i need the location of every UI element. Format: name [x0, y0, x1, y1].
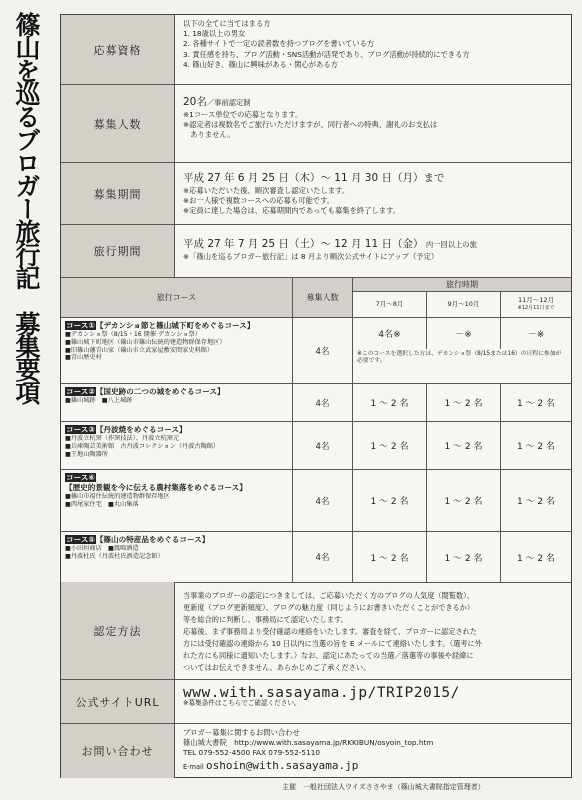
- course-slot-sep-oct: 1 ～ 2 名: [427, 422, 501, 469]
- qualification-line: 1. 18歳以上の男女: [183, 29, 246, 39]
- contact-line: TEL 079-552-4500 FAX 079-552-5110: [183, 748, 320, 758]
- application-period-note: ※お一人様で複数コースへの応募も可能です。: [183, 196, 335, 206]
- organizer-footer: 主催 一般社団法人ウイズささやま（篠山城大書院指定管理者）: [282, 783, 485, 791]
- course-slot-nov-dec: 1 ～ 2 名: [516, 553, 556, 564]
- course-capacity: 4名: [293, 318, 353, 383]
- qualification-line: 3. 責任感を持ち、ブログ活動・SNS活動が活発であり、ブログ活動が持続的にできる方: [183, 49, 470, 59]
- application-period-label: 募集期間: [61, 163, 175, 224]
- course-row: [61, 422, 571, 470]
- course-slot-sep-oct: 1 ～ 2 名: [427, 384, 501, 421]
- period-col-note: ※12月11日まで: [517, 304, 555, 311]
- course-capacity: 4名: [293, 532, 353, 582]
- official-site-note: ※募集条件はこちらでご確認ください。: [183, 699, 301, 708]
- course-spot: ■王地山陶器所: [65, 450, 108, 458]
- application-period-row: [61, 163, 571, 225]
- recruits-count: 20名: [183, 96, 207, 108]
- certification-line: 方には受付確認の連絡から 10 日以内に当選の旨を E メールにて連絡いたします。（選考に外: [183, 639, 482, 648]
- course-number: コース④: [66, 473, 95, 482]
- course-slot-jul-aug: 1 ～ 2 名: [353, 532, 427, 582]
- application-period-note: ※定員に達した場合は、応募期間内であっても募集を終了します。: [183, 206, 401, 216]
- course-spot: ■小田垣商店 ■鳳鳴酒造: [65, 545, 139, 552]
- course-table: [61, 278, 571, 583]
- course-row: [61, 384, 571, 422]
- email-link[interactable]: oshoin@with.sasayama.jp: [206, 758, 359, 772]
- contact-text: [183, 728, 565, 772]
- course-capacity: 4名: [293, 470, 353, 531]
- period-col-label: 11月～12月: [517, 296, 555, 304]
- certification-line: 応募後、まず事務局より受付確認の連絡をいたします。審査を経て、ブロガーに認定された: [183, 627, 477, 636]
- course-spot: ■西尾家住宅 ■丸山集落: [65, 500, 139, 508]
- certification-text: [183, 590, 565, 674]
- qualification-label: 応募資格: [61, 15, 175, 84]
- course-note: ※このコースを選択した方は、デカンショ祭（8/15または16）の日程に参加が必要です。: [357, 351, 562, 364]
- course-spot: ■青山歴史村: [65, 354, 102, 362]
- certification-line: れた方にも同様に通知いたします。）なお、認定にあたっての当選／落選等の事後や経緯に: [183, 651, 474, 660]
- certification-line: 等を総合的に判断し、事務局にて認定いたします。: [183, 615, 348, 624]
- course-slot-nov-dec: 1 ～ 2 名: [516, 442, 556, 452]
- official-site-row: [61, 680, 571, 724]
- official-site-text: [183, 685, 565, 708]
- recruits-note: ※認定者は複数名でご旅行いただけますが、同行者への特典、謝礼のお支払は: [183, 120, 438, 130]
- recruits-count-note: ／事前認定制: [206, 98, 251, 107]
- period-col-header: 9月～10月: [427, 292, 501, 318]
- certification-label: 認定方法: [61, 582, 175, 679]
- travel-period-note: ※「篠山を巡るブロガー旅行記」は 8 月より順次公式サイトにアップ（予定）: [183, 252, 439, 261]
- capacity-header: 募集人数: [293, 278, 353, 318]
- course-slot-sep-oct: 1 ～ 2 名: [427, 532, 501, 582]
- qualification-text: [183, 19, 565, 70]
- travel-time-header: 旅行時期: [353, 278, 571, 292]
- page-title: 篠山を巡るブロガー旅行記 募集要項: [12, 12, 41, 403]
- course-number: コース③: [66, 425, 95, 434]
- course-slot-jul-aug: 1 ～ 2 名: [353, 470, 427, 531]
- course-spot: ■兵庫陶芸美術館 古丹波コレクション（丹波古陶館）: [65, 442, 220, 450]
- certification-line: ついてはお伝えできません。あらかじめご了承ください。: [183, 663, 371, 672]
- official-site-label: 公式サイトURL: [61, 680, 175, 723]
- course-spot: ■篠山城跡 ■八上城跡: [65, 397, 133, 404]
- email-label: E-mail: [183, 762, 204, 771]
- recruits-label: 募集人数: [61, 85, 175, 162]
- course-row: [61, 318, 571, 384]
- recruits-row: [61, 85, 571, 163]
- travel-period-label: 旅行期間: [61, 225, 175, 277]
- course-spot: ■旧篠山藩青山家（篠山市立武家屋敷安間家史料館）: [65, 346, 214, 354]
- course-slot-sep-oct: 1 ～ 2 名: [427, 470, 501, 531]
- course-name: 【国史跡の二つの城をめぐるコース】: [95, 387, 225, 396]
- course-spot: ■丹波立杭窯（作窯技法）、丹波立杭窯元: [65, 435, 180, 442]
- application-period-dates: 平成 27 年 6 月 25 日（木）～ 11 月 30 日（月）まで: [183, 172, 445, 184]
- certification-row: [61, 582, 571, 680]
- travel-period-text: [183, 237, 565, 262]
- course-slot-jul-aug: 1 ～ 2 名: [353, 422, 427, 469]
- application-period-note: ※応募いただいた後、順次審査し認定いたします。: [183, 186, 350, 195]
- course-slot-nov-dec: 1 ～ 2 名: [516, 497, 556, 507]
- course-slot-jul-aug: 1 ～ 2 名: [353, 384, 427, 421]
- certification-line: 当事業のブロガーの認定につきましては、ご応募いただく方のブログの人気度（閲覧数）、: [183, 591, 474, 600]
- course-name: 【デカンショ節と篠山城下町をめぐるコース】: [95, 321, 255, 330]
- contact-line: 篠山城大書院 http://www.with.sasayama.jp/RKKIBUN/osyoin_top.htm: [183, 738, 434, 748]
- course-number: コース①: [66, 321, 95, 330]
- official-site-link[interactable]: www.with.sasayama.jp/TRIP2015/: [183, 685, 460, 701]
- course-number: コース②: [66, 387, 95, 396]
- certification-line: 更新度（ブログ更新頻度）、ブログの魅力度（同じようにお書きいただくことができるか）: [183, 603, 475, 612]
- course-row: [61, 532, 571, 582]
- course-slot-nov-dec: －※: [527, 330, 545, 340]
- qualification-line: 以下の全てに当てはまる方: [183, 19, 271, 28]
- contact-line: ブロガー募集に関するお問い合わせ: [183, 728, 300, 737]
- application-period-text: [183, 171, 565, 217]
- course-row: [61, 470, 571, 532]
- course-description: [61, 470, 293, 531]
- course-name: 【歴史的景観を今に伝える農村集落をめぐるコース】: [65, 483, 247, 492]
- course-slot-nov-dec: 1 ～ 2 名: [516, 399, 556, 409]
- recruits-text: [183, 95, 565, 141]
- recruits-note: ※1コース単位での応募となります。: [183, 110, 303, 119]
- course-spot: ■篠山城下町地区（篠山市篠山伝統的建造物群保存地区）: [65, 338, 226, 346]
- course-spot: ■篠山市福住伝統的建造物群保存地区: [65, 493, 170, 500]
- course-description: [61, 532, 293, 582]
- qualification-line: 2. 各種サイトで一定の読者数を持つブログを書いている方: [183, 39, 375, 49]
- course-capacity: 4名: [293, 422, 353, 469]
- course-spot: ■丹波杜氏（丹波杜氏酒造記念館）: [65, 552, 164, 560]
- course-capacity: 4名: [293, 384, 353, 421]
- contact-label: お問い合わせ: [61, 724, 175, 778]
- course-spot: ■デカンショ祭（8/15・16 開催 デカンショ祭）: [65, 331, 201, 338]
- course-slot-jul-aug: 4名※: [353, 318, 427, 349]
- period-col-header: 7月～8月: [353, 292, 427, 318]
- course-name: 【丹波焼をめぐるコース】: [95, 425, 187, 434]
- travel-period-suffix: 内一回以上の旅: [425, 240, 477, 249]
- course-header: 旅行コース: [61, 278, 293, 318]
- course-description: [61, 422, 293, 469]
- travel-period-dates: 平成 27 年 7 月 25 日（土）～ 12 月 11 日（金）: [183, 238, 424, 250]
- application-guidelines-table: [60, 14, 572, 778]
- qualification-row: [61, 15, 571, 85]
- contact-row: [61, 724, 571, 778]
- course-name: 【篠山の特産品をめぐるコース】: [95, 535, 210, 544]
- course-number: コース⑤: [66, 535, 95, 544]
- course-description: [61, 384, 293, 421]
- course-slot-sep-oct: －※: [427, 318, 501, 349]
- period-col-header: [501, 292, 571, 318]
- travel-period-row: [61, 225, 571, 278]
- course-description: [61, 318, 293, 383]
- qualification-line: 4. 篠山好き、篠山に興味がある・関心がある方: [183, 59, 338, 69]
- recruits-note: ありません。: [183, 130, 235, 140]
